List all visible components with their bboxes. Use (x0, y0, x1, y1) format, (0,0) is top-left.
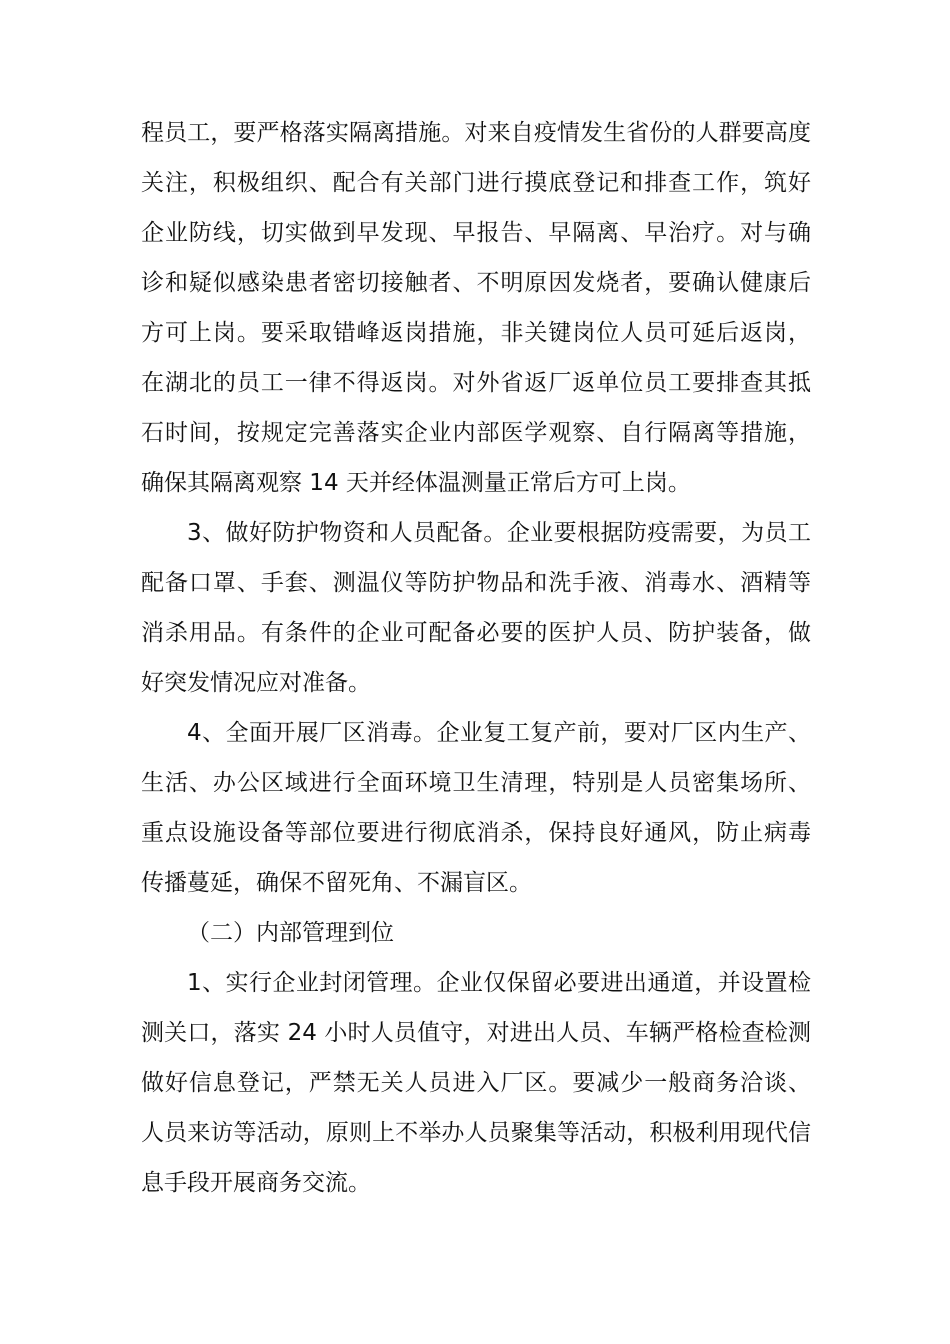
section-heading: （二）内部管理到位 (187, 920, 394, 946)
paragraph-start: 3、做好防护物资和人员配备。企业要根据防疫需要，为员工 (187, 520, 811, 546)
text-line: 传播蔓延，确保不留死角、不漏盲区。 (141, 870, 532, 896)
text-line: 在湖北的员工一律不得返岗。对外省返厂返单位员工要排查其抵 (141, 370, 811, 396)
text-line: 方可上岗。要采取错峰返岗措施，非关键岗位人员可延后返岗， (141, 320, 811, 346)
text-line: 程员工，要严格落实隔离措施。对来自疫情发生省份的人群要高度 (141, 120, 811, 146)
text-line: 确保其隔离观察 14 天并经体温测量正常后方可上岗。 (141, 470, 691, 496)
text-line: 消杀用品。有条件的企业可配备必要的医护人员、防护装备，做 (141, 620, 811, 646)
text-line: 人员来访等活动，原则上不举办人员聚集等活动，积极利用现代信 (141, 1120, 811, 1146)
text-line: 好突发情况应对准备。 (141, 670, 371, 696)
text-line: 配备口罩、手套、测温仪等防护物品和洗手液、消毒水、酒精等 (141, 570, 811, 596)
text-line: 石时间，按规定完善落实企业内部医学观察、自行隔离等措施， (141, 420, 811, 446)
text-line: 息手段开展商务交流。 (141, 1170, 371, 1196)
text-line: 生活、办公区域进行全面环境卫生清理，特别是人员密集场所、 (141, 770, 811, 796)
paragraph-start: 4、全面开展厂区消毒。企业复工复产前，要对厂区内生产、 (187, 720, 811, 746)
text-line: 测关口，落实 24 小时人员值守，对进出人员、车辆严格检查检测 (141, 1020, 811, 1046)
text-line: 做好信息登记，严禁无关人员进入厂区。要减少一般商务洽谈、 (141, 1070, 811, 1096)
paragraph-start: 1、实行企业封闭管理。企业仅保留必要进出通道，并设置检 (187, 970, 811, 996)
text-line: 诊和疑似感染患者密切接触者、不明原因发烧者，要确认健康后 (141, 270, 811, 296)
text-line: 重点设施设备等部位要进行彻底消杀，保持良好通风，防止病毒 (141, 820, 811, 846)
text-line: 关注，积极组织、配合有关部门进行摸底登记和排查工作，筑好 (141, 170, 811, 196)
text-line: 企业防线，切实做到早发现、早报告、早隔离、早治疗。对与确 (141, 220, 811, 246)
